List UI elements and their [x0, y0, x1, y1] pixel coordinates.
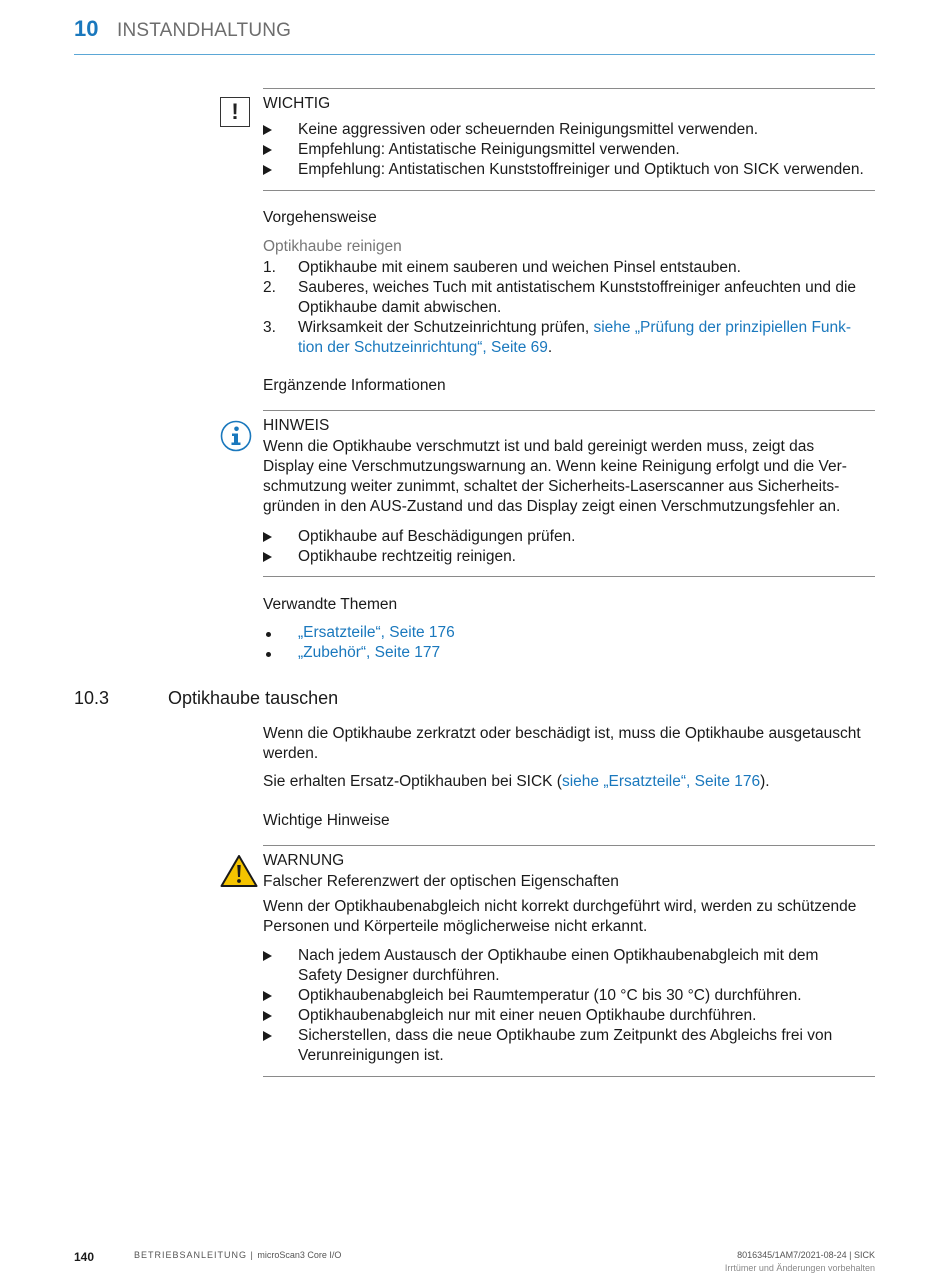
note-text-line: schmutzung weiter zunimmt, schaltet der Sicherheits-Laserscanner aus Sicherheits-	[263, 478, 840, 495]
divider	[263, 1076, 875, 1077]
divider	[263, 845, 875, 846]
bullet-arrow-icon	[263, 165, 272, 175]
note-text-line: gründen in den AUS-Zustand und das Display zeigt einen Verschmutzungsfehler an.	[263, 498, 841, 515]
page-header	[74, 16, 875, 55]
bullet-arrow-icon	[263, 1011, 272, 1021]
chapter-title: INSTANDHALTUNG	[117, 20, 292, 41]
bullet-arrow-icon	[263, 125, 272, 135]
warning-subtitle: Falscher Referenzwert der optischen Eigenschaften	[263, 873, 619, 890]
bullet-dot-icon	[266, 632, 271, 637]
divider	[263, 88, 875, 89]
chapter-number: 10	[74, 16, 99, 41]
divider	[263, 190, 875, 191]
bullet-arrow-icon	[263, 145, 272, 155]
notes-heading: Wichtige Hinweise	[263, 812, 390, 829]
section-number: 10.3	[74, 688, 110, 708]
footer-doc-info: BETRIEBSANLEITUNG | microScan3 Core I/O	[134, 1250, 342, 1260]
supplementary-heading: Ergänzende Informationen	[263, 377, 446, 394]
divider	[263, 410, 875, 411]
important-icon: !	[220, 97, 250, 127]
page-number: 140	[74, 1250, 95, 1264]
procedure-subheading: Optikhaube reinigen	[263, 238, 402, 255]
bullet-arrow-icon	[263, 532, 272, 542]
bullet-arrow-icon	[263, 951, 272, 961]
related-link[interactable]: „Ersatzteile“, Seite 176	[298, 624, 455, 641]
bullet-arrow-icon	[263, 552, 272, 562]
warning-text-line: Personen und Körperteile möglicherweise nicht erkannt.	[263, 918, 648, 935]
paragraph: Sie erhalten Ersatz-Optikhauben bei SICK (siehe „Ersatzteile“, Seite 176).	[263, 773, 770, 790]
warning-icon	[220, 854, 258, 888]
warning-text-line: Wenn der Optikhaubenabgleich nicht korrekt durchgeführt wird, werden zu schützende	[263, 898, 857, 915]
section-title: Optikhaube tauschen	[168, 688, 339, 708]
paragraph-line: Wenn die Optikhaube zerkratzt oder beschädigt ist, muss die Optikhaube ausgetauscht	[263, 725, 861, 742]
divider	[263, 576, 875, 577]
warning-label: WARNUNG	[263, 852, 345, 869]
important-label: WICHTIG	[263, 95, 331, 112]
cross-reference-link[interactable]: tion der Schutzeinrichtung“, Seite 69	[298, 339, 548, 356]
procedure-heading: Vorgehensweise	[263, 209, 377, 226]
cross-reference-link[interactable]: siehe „Prüfung der prinzipiellen Funk-	[593, 319, 852, 336]
note-text-line: Wenn die Optikhaube verschmutzt ist und bald gereinigt werden muss, zeigt das	[263, 438, 815, 455]
note-label: HINWEIS	[263, 417, 330, 434]
note-text-line: Display eine Verschmutzungswarnung an. Wenn keine Reinigung erfolgt und die Ver-	[263, 458, 847, 475]
related-heading: Verwandte Themen	[263, 596, 398, 613]
bullet-arrow-icon	[263, 991, 272, 1001]
bullet-dot-icon	[266, 652, 271, 657]
footer-doc-id: 8016345/1AM7/2021-08-24 | SICK	[737, 1250, 875, 1260]
footer-disclaimer: Irrtümer und Änderungen vorbehalten	[724, 1263, 875, 1273]
paragraph-line: werden.	[263, 745, 319, 762]
info-icon	[220, 420, 252, 452]
bullet-arrow-icon	[263, 1031, 272, 1041]
cross-reference-link[interactable]: siehe „Ersatzteile“, Seite 176	[561, 773, 761, 790]
related-link[interactable]: „Zubehör“, Seite 177	[298, 644, 441, 661]
